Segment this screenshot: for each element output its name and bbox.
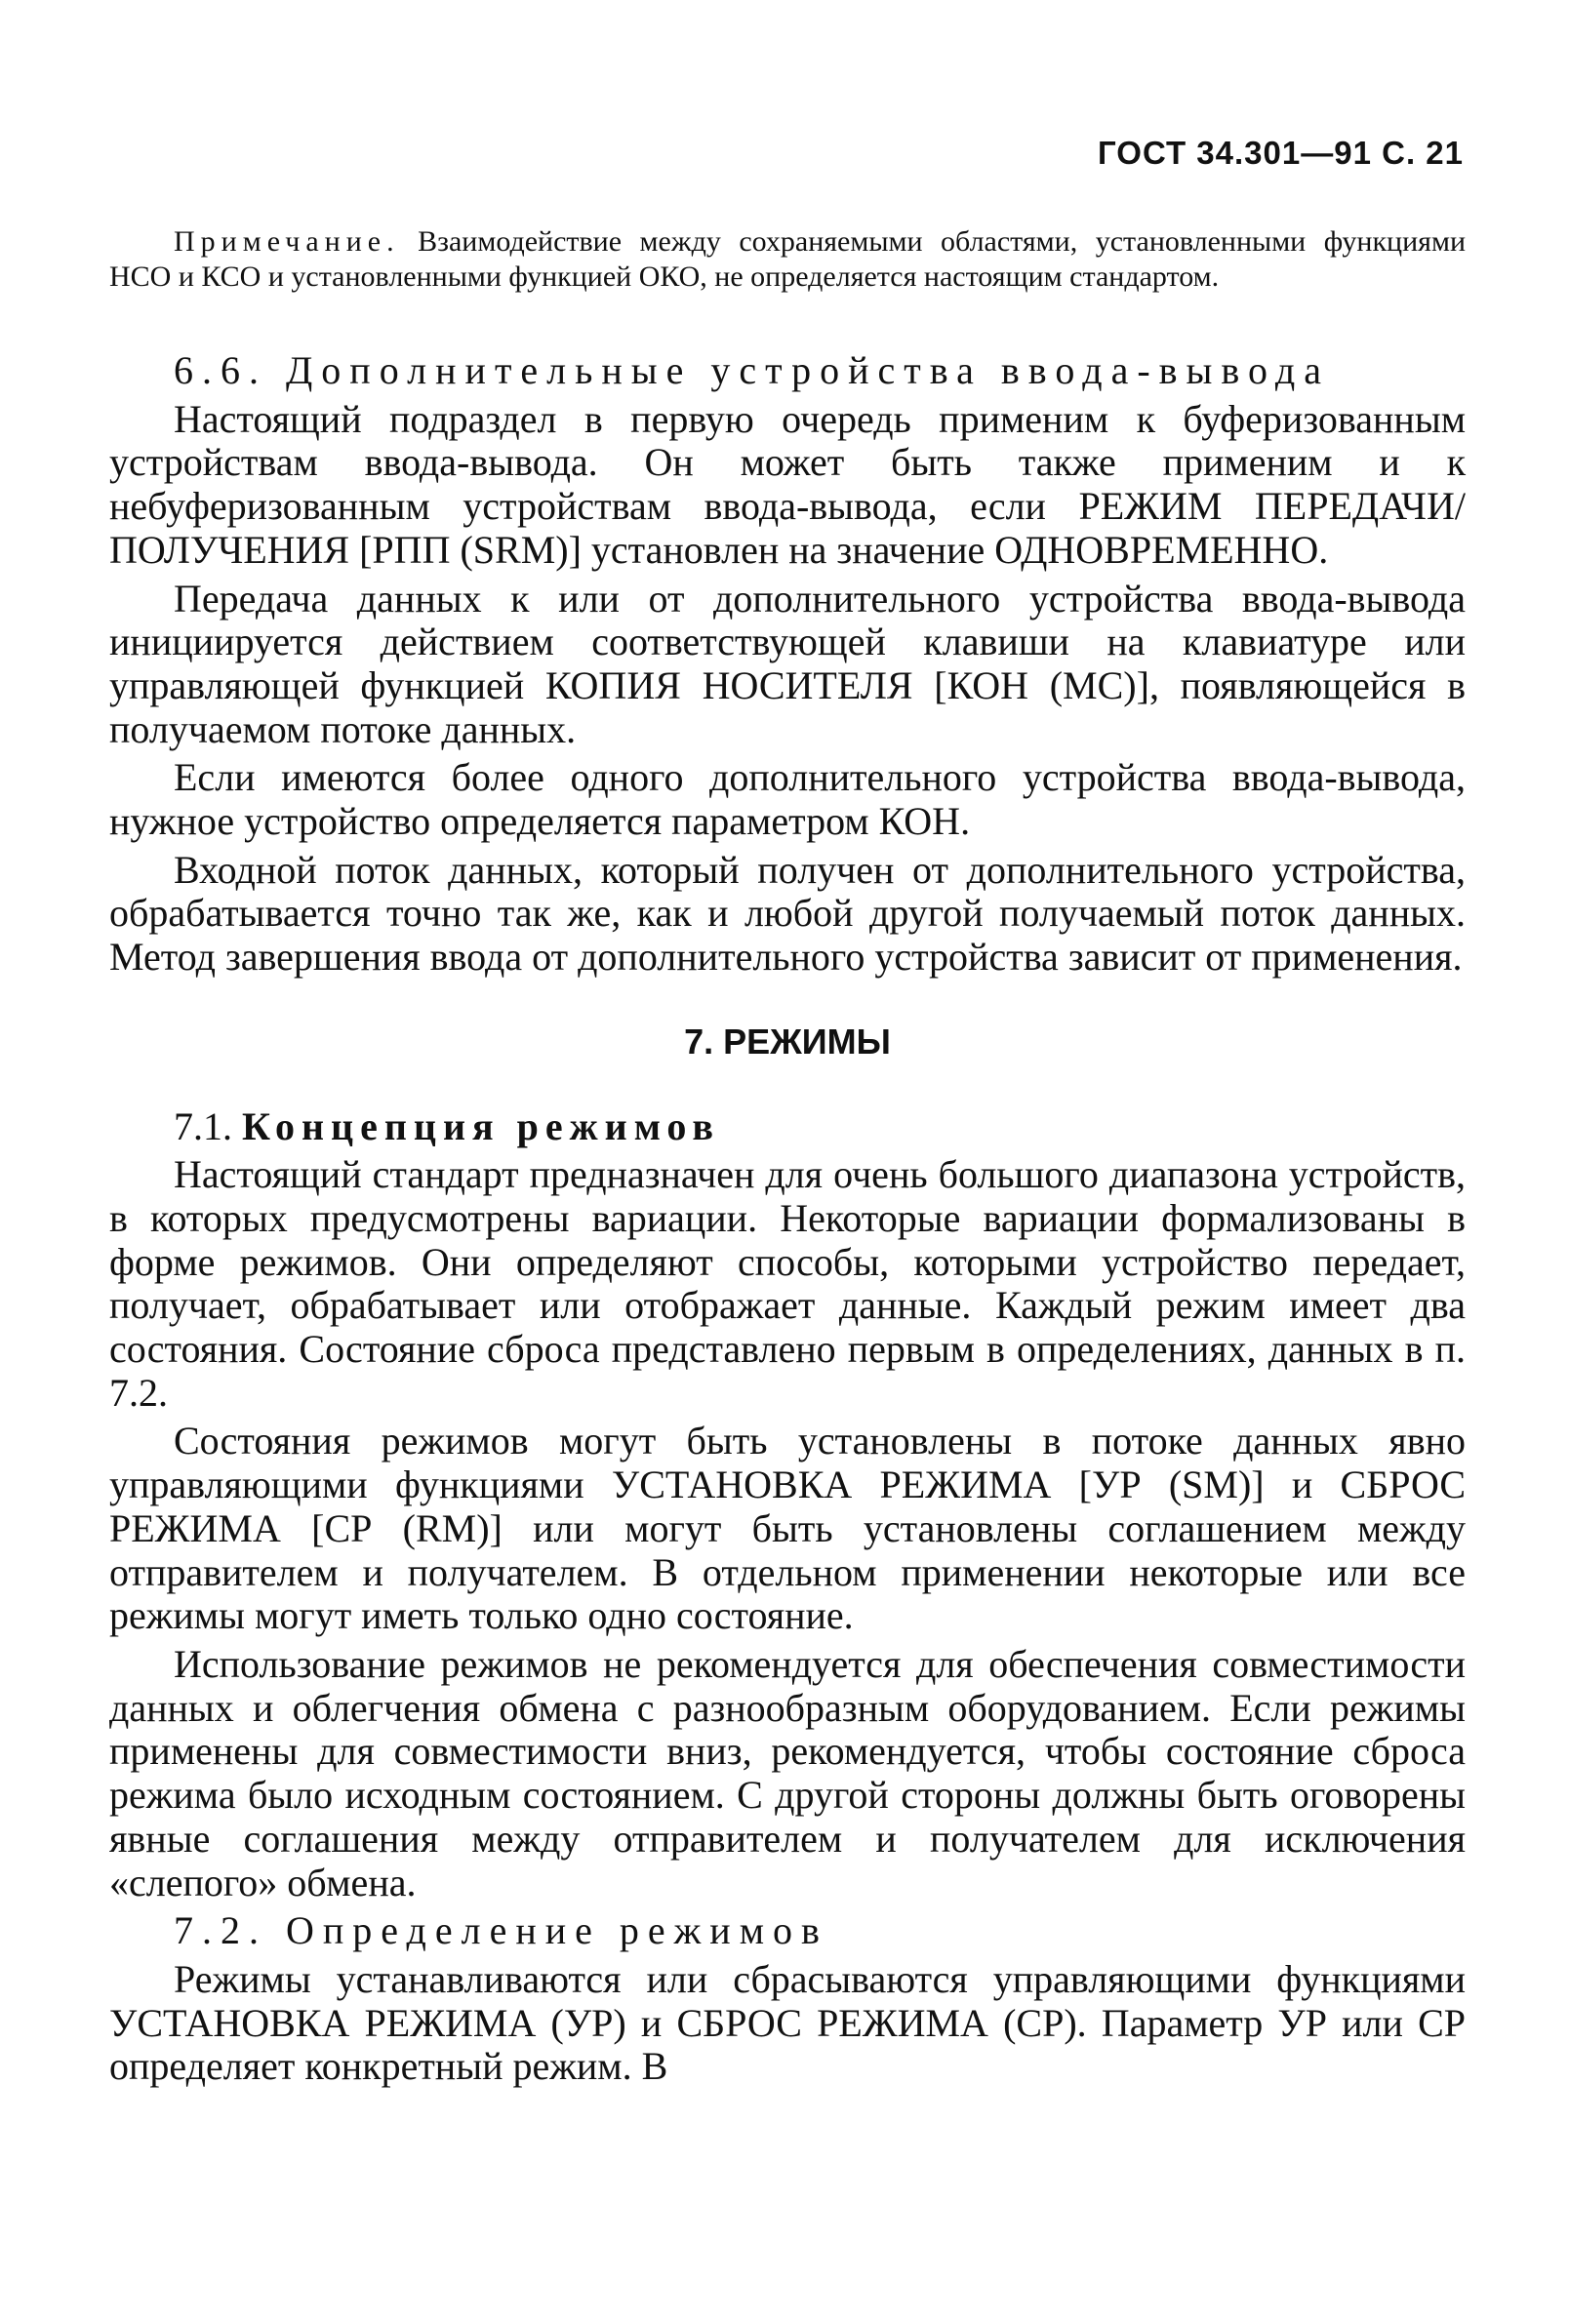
section-6-6-paragraph-3: Если имеются более одного дополнительного устройства ввода-вывода, нужное устройство определяется параметром КОН.	[109, 755, 1466, 844]
main-text	[109, 349, 1466, 2094]
chapter-7-title: 7. РЕЖИМЫ	[684, 1021, 891, 1062]
section-7-2-heading: 7.2. Определение режимов	[174, 1908, 828, 1953]
note	[109, 224, 1466, 295]
section-7-1-paragraph-2: Состояния режимов могут быть установлены в потоке данных явно управляющими функциями УСТАНОВКА РЕЖИМА [УР (SM)] и СБРОС РЕЖИМА [СР (RM)] или могут быть установлены соглашением между отправителем и получателем. В отдельном применении некоторые или все режимы могут иметь только одно состояние.	[109, 1419, 1466, 1638]
section-6-6-heading: 6.6. Дополнительные устройства ввода-вывода	[174, 348, 1330, 392]
note-label: Примечание.	[174, 225, 400, 258]
running-head: ГОСТ 34.301—91 С. 21	[1098, 135, 1464, 171]
section-7-1-heading	[109, 1105, 1466, 1149]
section-7-2-paragraph-1: Режимы устанавливаются или сбрасываются управляющими функциями УСТАНОВКА РЕЖИМА (УР) и СБРОС РЕЖИМА (СР). Параметр УР или СР определяет конкретный режим. В	[109, 1956, 1466, 2089]
section-6-6-paragraph-4: Входной поток данных, который получен от дополнительного устройства, обрабатывается точно так же, как и любой другой получаемый поток данных. Метод завершения ввода от дополнительного устройства зависит от применения.	[109, 847, 1466, 980]
section-6-6-paragraph-1: Настоящий подраздел в первую очередь применим к буферизованным устройствам ввода-вывода. Он может быть также применим и к небуферизованным устройствам ввода-вывода, если РЕЖИМ ПЕРЕДАЧИ/ПОЛУЧЕНИЯ [РПП (SRM)] установлен на значение ОДНОВРЕМЕННО.	[109, 396, 1466, 572]
section-6-6-paragraph-2: Передача данных к или от дополнительного устройства ввода-вывода инициируется действием соответствующей клавиши на клавиатуре или управляющей функцией КОПИЯ НОСИТЕЛЯ [КОН (МС)], появляющейся в получаемом потоке данных.	[109, 576, 1466, 751]
section-7-1-title: Концепция режимов	[242, 1103, 721, 1148]
section-7-1-paragraph-1: Настоящий стандарт предназначен для очень большого диапазона устройств, в которых предусмотрены вариации. Некоторые вариации формализованы в форме режимов. Они определяют способы, которыми устройство передает, получает, обрабатывает или отображает данные. Каждый режим имеет два состояния. Состояние сброса представлено первым в определениях, данных в п. 7.2.	[109, 1152, 1466, 1415]
section-7-1-paragraph-3: Использование режимов не рекомендуется для обеспечения совместимости данных и облегчения обмена с разнообразным оборудованием. Если режимы применены для совместимости вниз, рекомендуется, чтобы состояние сброса режима было исходным состоянием. С другой стороны должны быть оговорены явные соглашения между отправителем и получателем для исключения «слепого» обмена.	[109, 1641, 1466, 1904]
note-text: Взаимодействие между сохраняемыми областями, установленными функциями НСО и КСО и установленными функцией ОКО, не определяется настоящим стандартом.	[109, 225, 1466, 293]
section-7-1-number: 7.1.	[174, 1103, 232, 1148]
